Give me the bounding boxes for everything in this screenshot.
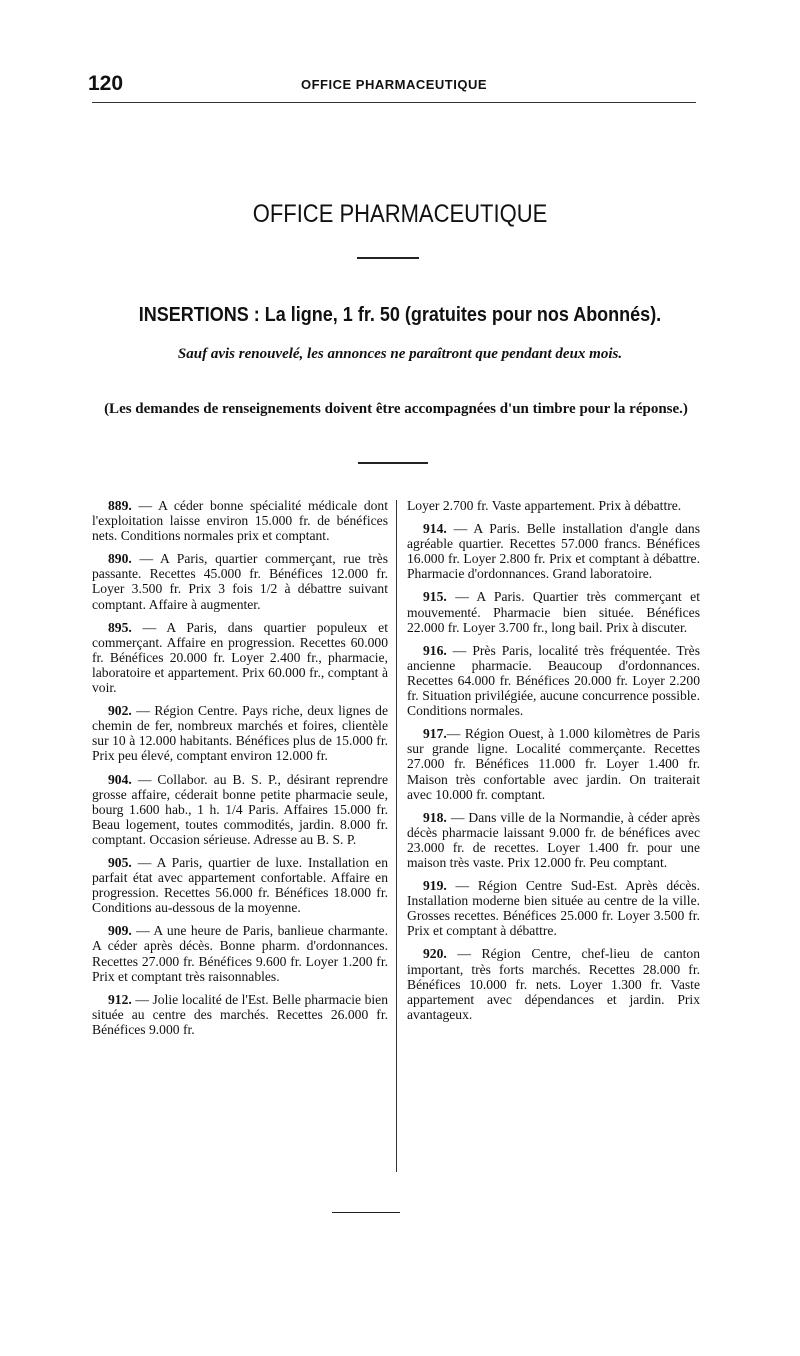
ad-number: 889. (108, 498, 132, 513)
classified-ad (92, 855, 388, 915)
running-title: OFFICE PHARMACEUTIQUE (301, 77, 487, 92)
ad-number: 912. (108, 991, 132, 1007)
ad-text: — Région Centre, chef-lieu de canton important, très forts marchés. Recettes 28.000 fr. Bénéfices 10.000 fr. nets. Loyer 1.300 fr. Vaste appartement avec dépendances et jardin. Prix avantageux. (407, 946, 700, 1022)
header-rule (92, 102, 696, 103)
classified-ad (407, 810, 700, 870)
ad-number: 890. (108, 551, 132, 567)
ad-number: 895. (108, 619, 132, 635)
ad-number: 915. (423, 589, 447, 605)
classified-ad (92, 703, 388, 763)
ads-column-left (92, 498, 388, 1045)
ad-text: — A Paris, quartier commerçant, rue très passante. Recettes 45.000 fr. Bénéfices 12.000 fr. Loyer 3.500 fr. Prix 3 fois 1/2 à débattre suivant comptant. Affaire à augmenter. (92, 551, 388, 612)
ad-number: 914. (423, 521, 447, 537)
ad-number: 917. (423, 726, 447, 742)
ad-number: 919. (423, 878, 447, 894)
page-number: 120 (88, 72, 124, 95)
ad-text: — A céder bonne spécialité médicale dont l'exploitation laisse environ 15.000 fr. de bénéfices nets. Conditions normales prix et comptant. (92, 498, 388, 544)
ad-text: — A Paris. Belle installation d'angle dans agréable quartier. Recettes 57.000 francs. Bénéfices 16.000 fr. Loyer 2.800 fr. Prix et comptant à débattre. Pharmacie d'ordonnances. Grand laboratoire. (407, 521, 700, 582)
ad-continuation: Loyer 2.700 fr. Vaste appartement. Prix à débattre. (407, 498, 682, 513)
ad-text: — Près Paris, localité très fréquentée. Très ancienne pharmacie. Beaucoup d'ordonnances. Recettes 64.000 fr. Bénéfices 20.000 fr. Loyer 2.200 fr. Situation privilégiée, aucune concurrence possible. Conditions normales. (407, 642, 700, 719)
ad-text: — Collabor. au B. S. P., désirant reprendre grosse affaire, céderait bonne petite pharmacie seule, bourg 1.600 hab., 1 h. 1/4 Paris. Affaires 15.000 fr. Beau logement, toutes commodités, jardin. 8.000 fr. comptant. Occasion sérieuse. Adresse au B. S. P. (92, 771, 388, 847)
classified-ad (407, 589, 700, 634)
ad-text: — A Paris, dans quartier populeux et commerçant. Affaire en progression. Recettes 60.000 fr. Bénéfices 20.000 fr. Loyer 2.400 fr., pharmacie, laboratoire et appartement. Prix 60.000 fr., comptant à voir. (92, 619, 388, 696)
ad-text: — A Paris, quartier de luxe. Installation en parfait état avec appartement confortable. Affaire en progression. Recettes 56.000 fr. Bénéfices 18.000 fr. Conditions au-dessous de la moyenne. (92, 854, 388, 916)
notice-stamp: (Les demandes de renseignements doivent être accompagnées d'un timbre pour la réponse.) (104, 401, 688, 417)
ad-text: — Région Centre. Pays riche, deux lignes de chemin de fer, nombreux marchés et foires, clientèle sur 10 à 12.000 habitants. Bénéfices plus de 15.000 fr. Prix peu élevé, comptant environ 12.000 fr. (92, 703, 388, 764)
ad-text: — Région Ouest, à 1.000 kilomètres de Paris sur grande ligne. Localité commerçante. Recettes 27.000 fr. Bénéfices 11.000 fr. Loyer 1.400 fr. Maison très confortable avec jardin. On traiterait avec 10.000 fr. comptant. (407, 726, 700, 802)
classified-ad (407, 521, 700, 581)
classified-ad (407, 643, 700, 718)
insertions-rate: INSERTIONS : La ligne, 1 fr. 50 (gratuites pour nos Abonnés). (138, 304, 662, 326)
ad-text: — A une heure de Paris, banlieue charmante. A céder après décès. Bonne pharm. d'ordonnances. Recettes 27.000 fr. Bénéfices 9.600 fr. Loyer 1.200 fr. Prix et comptant très raisonnables. (92, 923, 388, 984)
page-title: OFFICE PHARMACEUTIQUE (252, 200, 548, 228)
footer-rule (332, 1212, 400, 1213)
running-head (88, 72, 700, 100)
section-rule (358, 462, 428, 464)
ad-text: — Dans ville de la Normandie, à céder après décès pharmacie laissant 9.000 fr. de bénéfices avec 23.000 fr. de recettes. Loyer 1.400 fr. pour une maison très vaste. Prix 12.000 fr. Peu comptant. (407, 809, 700, 870)
ad-number: 902. (108, 703, 132, 719)
ad-text: — A Paris. Quartier très commerçant et mouvementé. Pharmacie bien située. Bénéfices 22.000 fr. Loyer 3.700 fr., long bail. Prix à discuter. (407, 589, 700, 635)
column-separator (396, 500, 397, 1172)
classified-ad (92, 923, 388, 983)
classified-ad (92, 620, 388, 695)
classified-ad (407, 726, 700, 801)
ad-number: 916. (423, 642, 447, 658)
ad-number: 905. (108, 854, 132, 870)
classified-ad (407, 946, 700, 1021)
ad-text: — Jolie localité de l'Est. Belle pharmacie bien située au centre des marchés. Recettes 26.000 fr. Bénéfices 9.000 fr. (92, 991, 388, 1037)
classified-ad (92, 498, 388, 543)
notice-renewal: Sauf avis renouvelé, les annonces ne paraîtront que pendant deux mois. (177, 346, 623, 362)
ad-number: 909. (108, 923, 132, 939)
ad-number: 904. (108, 771, 132, 787)
ad-number: 918. (423, 809, 447, 825)
ad-number: 920. (423, 946, 447, 962)
classified-ad (92, 551, 388, 611)
ad-text: — Région Centre Sud-Est. Après décès. Installation moderne bien située au centre de la ville. Grosses recettes. Bénéfices 25.000 fr. Loyer 3.500 fr. Prix et comptant à débattre. (407, 878, 700, 939)
ads-column-right (407, 498, 700, 1030)
title-rule (357, 257, 419, 259)
classified-ad (407, 878, 700, 938)
classified-ad (92, 772, 388, 847)
classified-ad (92, 992, 388, 1037)
